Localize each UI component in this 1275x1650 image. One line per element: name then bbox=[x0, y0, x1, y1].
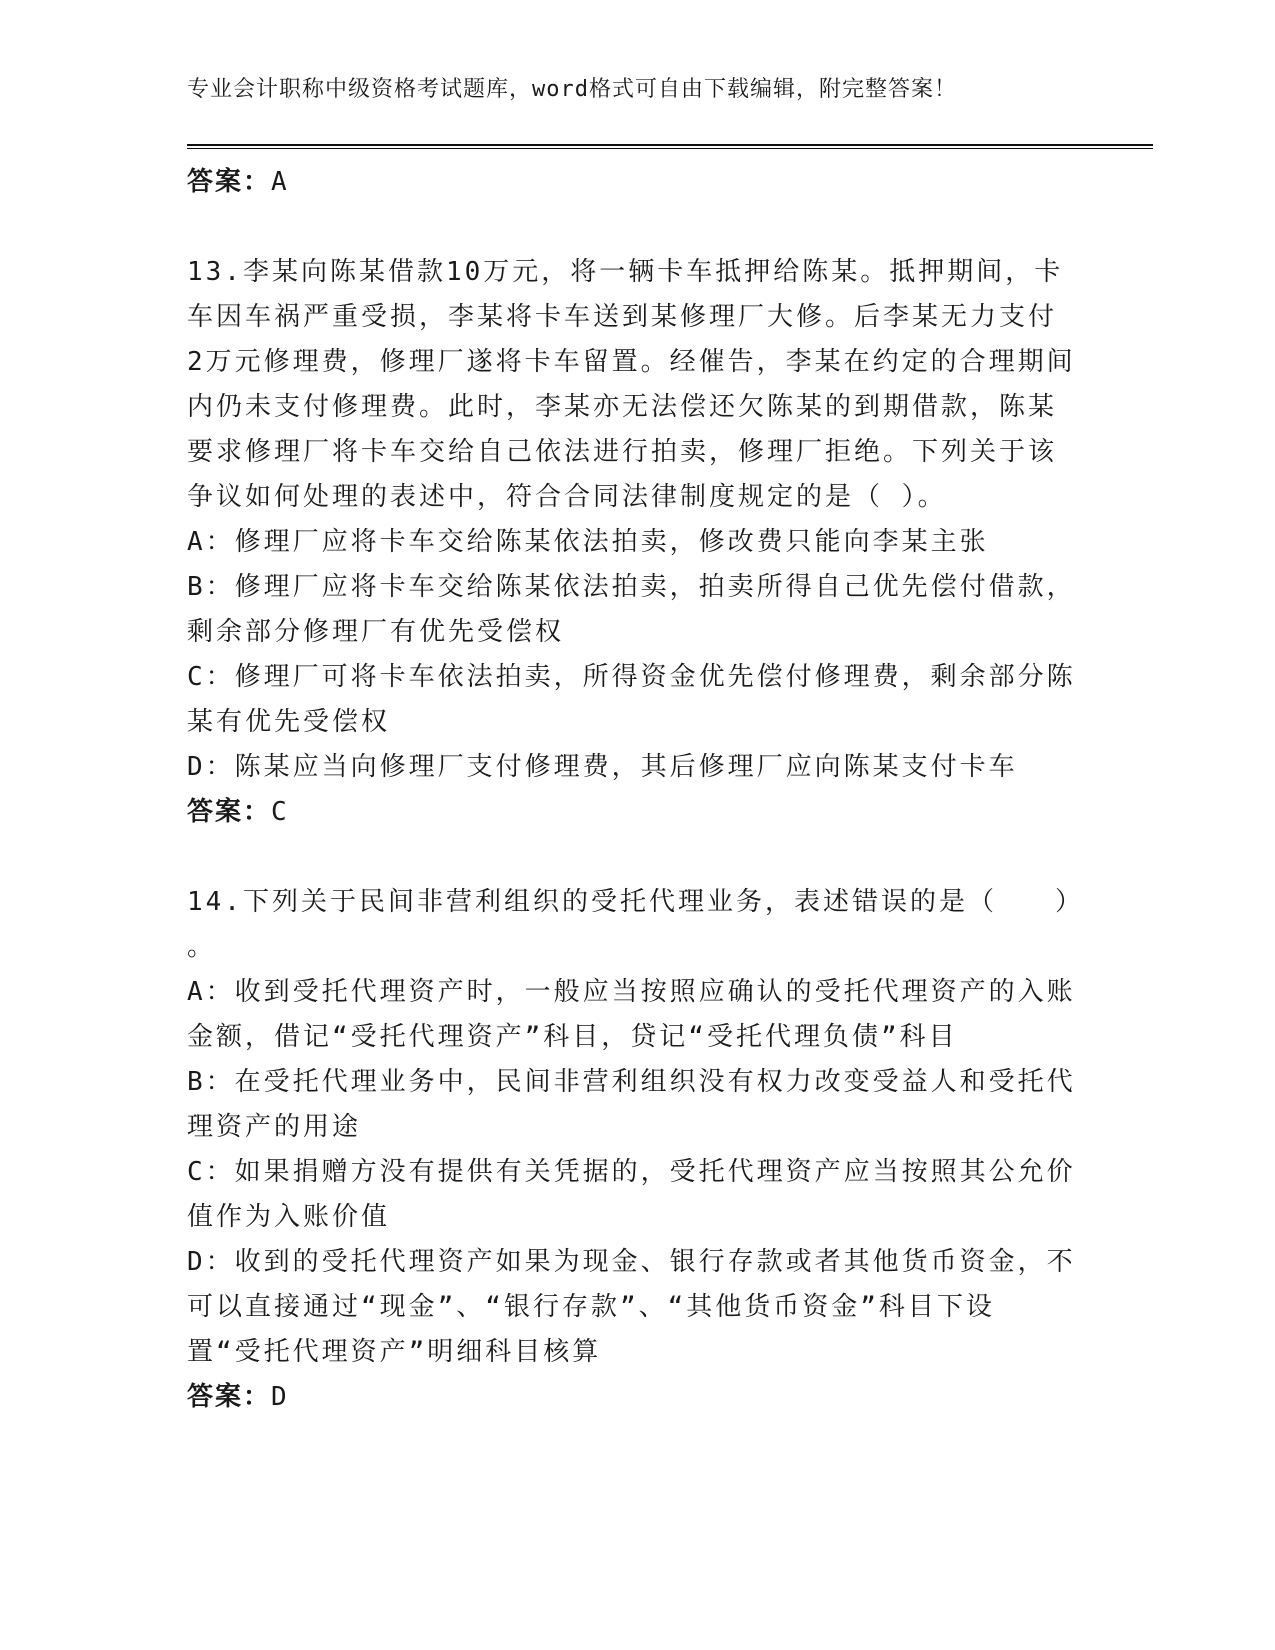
question-13-text-line: 车因车祸严重受损，李某将卡车送到某修理厂大修。后李某无力支付 bbox=[187, 302, 1058, 332]
question-14-text-line: 。 bbox=[187, 932, 217, 962]
answer-prev: 答案：A bbox=[187, 167, 289, 197]
option-d-continued: 置“受托代理资产”明细科目核算 bbox=[187, 1337, 602, 1367]
question-14-text-line: 14.下列关于民间非营利组织的受托代理业务，表述错误的是（ ） bbox=[187, 887, 1084, 917]
option-a-continued: 金额，借记“受托代理资产”科目，贷记“受托代理负债”科目 bbox=[187, 1022, 958, 1052]
document-body bbox=[187, 160, 1084, 1420]
option-b-continued: 理资产的用途 bbox=[187, 1112, 362, 1142]
question-13-text-line: 13.李某向陈某借款10万元，将一辆卡车抵押给陈某。抵押期间，卡 bbox=[187, 257, 1064, 287]
option-d: D：收到的受托代理资产如果为现金、银行存款或者其他货币资金，不 bbox=[187, 1247, 1076, 1277]
option-b: B：在受托代理业务中，民间非营利组织没有权力改变受益人和受托代 bbox=[187, 1067, 1076, 1097]
option-d: D：陈某应当向修理厂支付修理费，其后修理厂应向陈某支付卡车 bbox=[187, 752, 1018, 782]
option-c: C：修理厂可将卡车依法拍卖，所得资金优先偿付修理费，剩余部分陈 bbox=[187, 662, 1076, 692]
question-14 bbox=[187, 880, 1084, 1420]
answer-14: 答案：D bbox=[187, 1382, 289, 1412]
option-b: B：修理厂应将卡车交给陈某依法拍卖，拍卖所得自己优先偿付借款， bbox=[187, 572, 1076, 602]
spacer bbox=[187, 835, 1077, 880]
question-13 bbox=[187, 250, 1077, 835]
option-c: C：如果捐赠方没有提供有关凭据的，受托代理资产应当按照其公允价 bbox=[187, 1157, 1076, 1187]
question-13-text-line: 争议如何处理的表述中，符合合同法律制度规定的是（ ）。 bbox=[187, 482, 947, 512]
option-a: A：收到受托代理资产时，一般应当按照应确认的受托代理资产的入账 bbox=[187, 977, 1076, 1007]
question-13-text-line: 内仍未支付修理费。此时，李某亦无法偿还欠陈某的到期借款，陈某 bbox=[187, 392, 1058, 422]
answer-13: 答案：C bbox=[187, 797, 289, 827]
option-a: A：修理厂应将卡车交给陈某依法拍卖，修改费只能向李某主张 bbox=[187, 527, 989, 557]
question-13-text-line: 2万元修理费，修理厂遂将卡车留置。经催告，李某在约定的合理期间 bbox=[187, 347, 1076, 377]
option-c-continued: 值作为入账价值 bbox=[187, 1202, 391, 1232]
option-c-continued: 某有优先受偿权 bbox=[187, 707, 391, 737]
spacer bbox=[187, 205, 1077, 250]
question-13-text-line: 要求修理厂将卡车交给自己依法进行拍卖，修理厂拒绝。下列关于该 bbox=[187, 437, 1058, 467]
option-d-continued: 可以直接通过“现金”、“银行存款”、“其他货币资金”科目下设 bbox=[187, 1292, 995, 1322]
page-header: 专业会计职称中级资格考试题库，word格式可自由下载编辑，附完整答案！ bbox=[187, 77, 957, 102]
option-b-continued: 剩余部分修理厂有优先受偿权 bbox=[187, 617, 565, 647]
header-divider bbox=[187, 144, 1153, 149]
